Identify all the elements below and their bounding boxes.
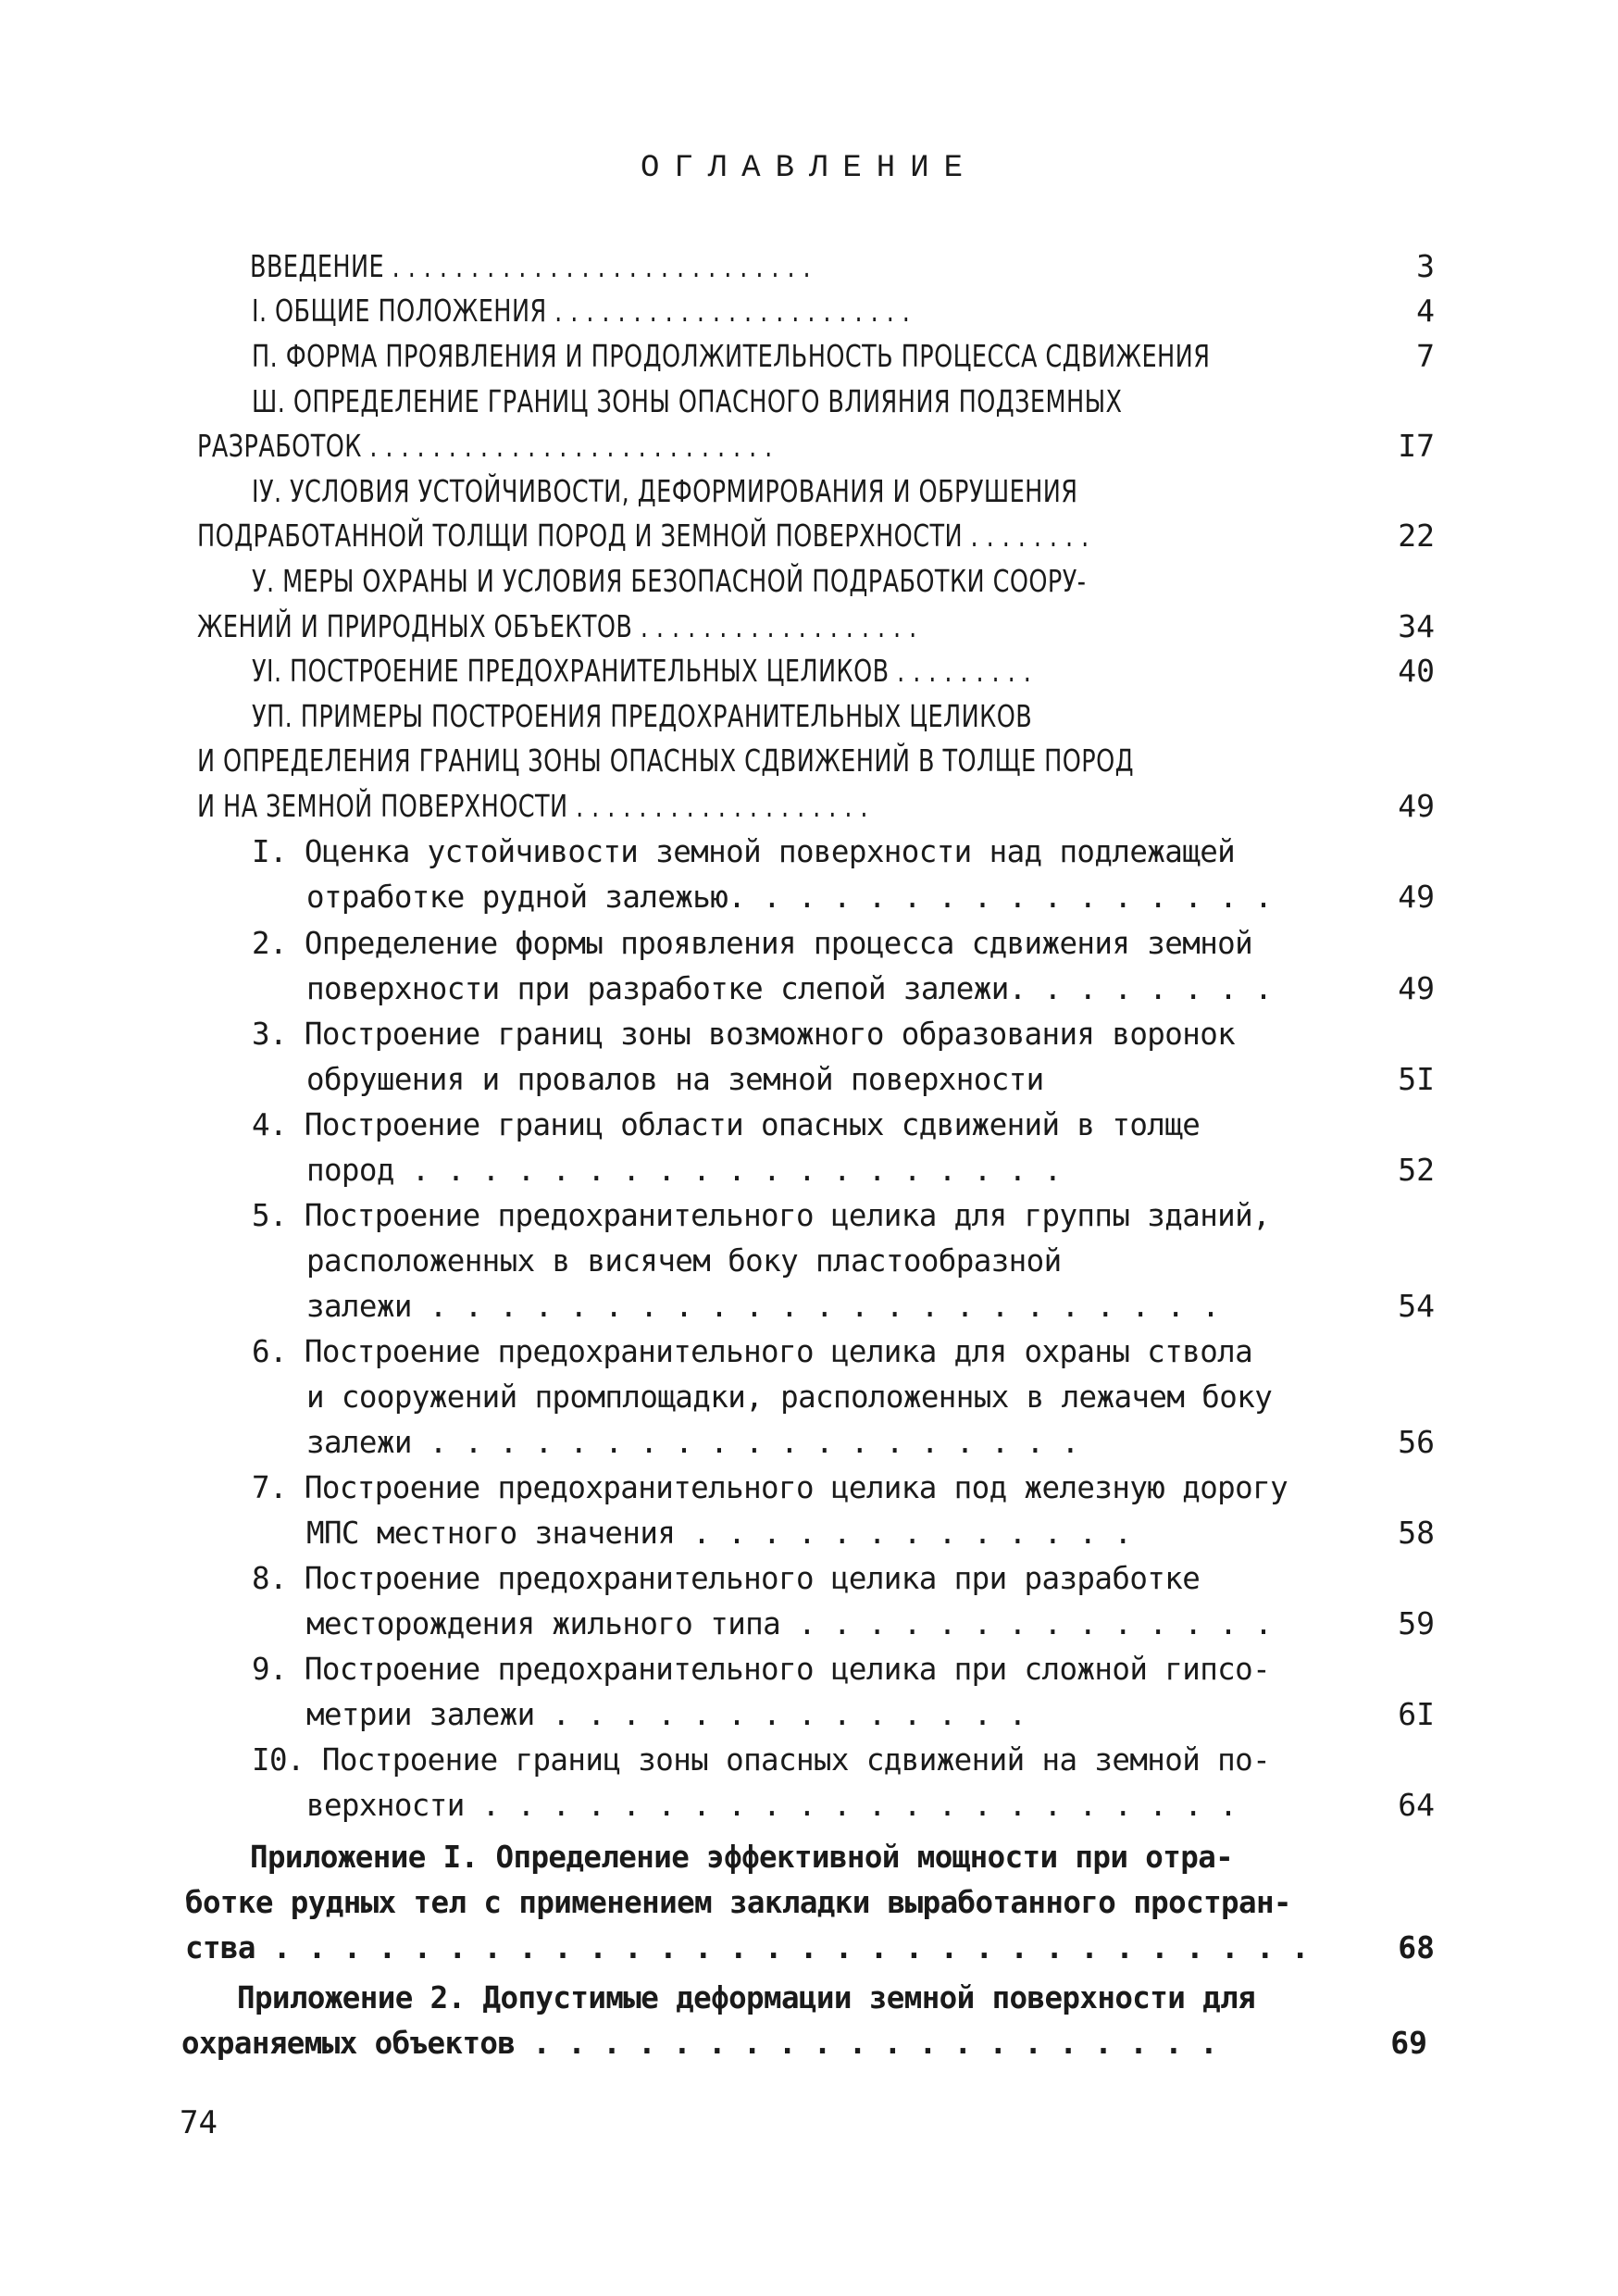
toc-line: I. Оценка устойчивости земной поверхности над подлежащей (252, 834, 1236, 869)
toc-line: Ш. ОПРЕДЕЛЕНИЕ ГРАНИЦ ЗОНЫ ОПАСНОГО ВЛИЯНИЯ ПОДЗЕМНЫХ (252, 383, 1123, 419)
toc-page-number: 58 (1398, 1515, 1435, 1551)
toc-line: 6. Построение предохранительного целика для охраны ствола (252, 1334, 1253, 1369)
toc-page-number: 4 (1416, 293, 1435, 329)
toc-line: расположенных в висячем боку пластообразной (306, 1243, 1062, 1279)
toc-page-number: 49 (1398, 879, 1435, 915)
toc-line: УI. ПОСТРОЕНИЕ ПРЕДОХРАНИТЕЛЬНЫХ ЦЕЛИКОВ . . . . . . . . . (252, 653, 1032, 689)
toc-line: У. МЕРЫ ОХРАНЫ И УСЛОВИЯ БЕЗОПАСНОЙ ПОДРАБОТКИ СООРУ- (252, 563, 1087, 599)
toc-page-number: 54 (1398, 1288, 1435, 1324)
toc-line: РАЗРАБОТОК . . . . . . . . . . . . . . . . . . . . . . . . . . (197, 428, 773, 464)
toc-line: И ОПРЕДЕЛЕНИЯ ГРАНИЦ ЗОНЫ ОПАСНЫХ СДВИЖЕНИЙ В ТОЛЩЕ ПОРОД (197, 742, 1134, 779)
toc-page-number: 59 (1398, 1605, 1435, 1641)
toc-line: 5. Построение предохранительного целика для группы зданий, (252, 1198, 1271, 1233)
toc-page-number: 64 (1398, 1787, 1435, 1823)
toc-line: пород . . . . . . . . . . . . . . . . . . . (306, 1153, 1062, 1188)
toc-line: метрии залежи . . . . . . . . . . . . . . (306, 1697, 1027, 1732)
toc-line: залежи . . . . . . . . . . . . . . . . . . . . . . . (306, 1289, 1220, 1324)
toc-page-number: 69 (1390, 2025, 1427, 2061)
toc-line: и сооружений промплощадки, расположенных в лежачем боку (306, 1379, 1273, 1415)
toc-page-number: 34 (1398, 608, 1435, 644)
page-number: 74 (180, 2104, 218, 2141)
toc-line: месторождения жильного типа . . . . . . . . . . . . . . (306, 1606, 1273, 1641)
toc-page-number: I7 (1398, 428, 1435, 464)
toc-line: ства . . . . . . . . . . . . . . . . . . . . . . . . . . . . . . (185, 1930, 1309, 1965)
toc-page-number: 5I (1398, 1061, 1435, 1097)
toc-line: УП. ПРИМЕРЫ ПОСТРОЕНИЯ ПРЕДОХРАНИТЕЛЬНЫХ ЦЕЛИКОВ (252, 698, 1033, 734)
toc-line: ботке рудных тел с применением закладки выработанного простран- (185, 1885, 1291, 1920)
toc-page-number: 3 (1416, 248, 1435, 284)
toc-line: МПС местного значения . . . . . . . . . . . . . (306, 1516, 1132, 1551)
toc-line: I. ОБЩИЕ ПОЛОЖЕНИЯ . . . . . . . . . . . . . . . . . . . . . . . (252, 293, 911, 329)
toc-line: 7. Построение предохранительного целика под железную дорогу (252, 1470, 1288, 1505)
toc-page-number: 22 (1398, 518, 1435, 554)
toc-line: 9. Построение предохранительного целика при сложной гипсо- (252, 1652, 1271, 1687)
toc-page-number: 49 (1398, 970, 1435, 1006)
toc-line: поверхности при разработке слепой залежи. . . . . . . . (306, 971, 1273, 1006)
toc-line: залежи . . . . . . . . . . . . . . . . . . . (306, 1425, 1079, 1460)
toc-page-number: 49 (1398, 788, 1435, 824)
toc-page-number: 6I (1398, 1696, 1435, 1732)
toc-line: 4. Построение границ области опасных сдвижений в толще (252, 1107, 1201, 1142)
toc-page-number: 52 (1398, 1152, 1435, 1188)
toc-line: Приложение 2. Допустимые деформации земной поверхности для (237, 1980, 1256, 2015)
toc-line: 8. Построение предохранительного целика при разработке (252, 1561, 1201, 1596)
toc-line: 3. Построение границ зоны возможного образования воронок (252, 1017, 1236, 1052)
toc-line: П. ФОРМА ПРОЯВЛЕНИЯ И ПРОДОЛЖИТЕЛЬНОСТЬ ПРОЦЕССА СДВИЖЕНИЯ (252, 338, 1211, 374)
toc-line: ЖЕНИЙ И ПРИРОДНЫХ ОБЪЕКТОВ . . . . . . . . . . . . . . . . . . (197, 608, 917, 644)
toc-line: обрушения и провалов на земной поверхности (306, 1062, 1044, 1097)
toc-page-number: 7 (1416, 338, 1435, 374)
toc-line: ВВЕДЕНИЕ . . . . . . . . . . . . . . . . . . . . . . . . . . . (250, 248, 812, 284)
toc-line: I0. Построение границ зоны опасных сдвижений на земной по- (252, 1742, 1271, 1778)
toc-line: 2. Определение формы проявления процесса сдвижения земной (252, 926, 1253, 961)
toc-line: IУ. УСЛОВИЯ УСТОЙЧИВОСТИ, ДЕФОРМИРОВАНИЯ И ОБРУШЕНИЯ (252, 473, 1078, 509)
toc-line: верхности . . . . . . . . . . . . . . . . . . . . . . (306, 1788, 1238, 1823)
toc-page-number: 68 (1398, 1929, 1435, 1965)
toc-page-number: 40 (1398, 653, 1435, 689)
toc-line: И НА ЗЕМНОЙ ПОВЕРХНОСТИ . . . . . . . . . . . . . . . . . . . (197, 788, 868, 824)
toc-line: ПОДРАБОТАННОЙ ТОЛЩИ ПОРОД И ЗЕМНОЙ ПОВЕРХНОСТИ . . . . . . . . (197, 518, 1089, 554)
page-title: ОГЛАВЛЕНИЕ (640, 151, 978, 186)
toc-line: отработке рудной залежью. . . . . . . . . . . . . . . . (306, 880, 1273, 915)
toc-line: охраняемых объектов . . . . . . . . . . . . . . . . . . . . (181, 2026, 1218, 2061)
toc-line: Приложение I. Определение эффективной мощности при отра- (250, 1840, 1234, 1875)
toc-page-number: 56 (1398, 1424, 1435, 1460)
